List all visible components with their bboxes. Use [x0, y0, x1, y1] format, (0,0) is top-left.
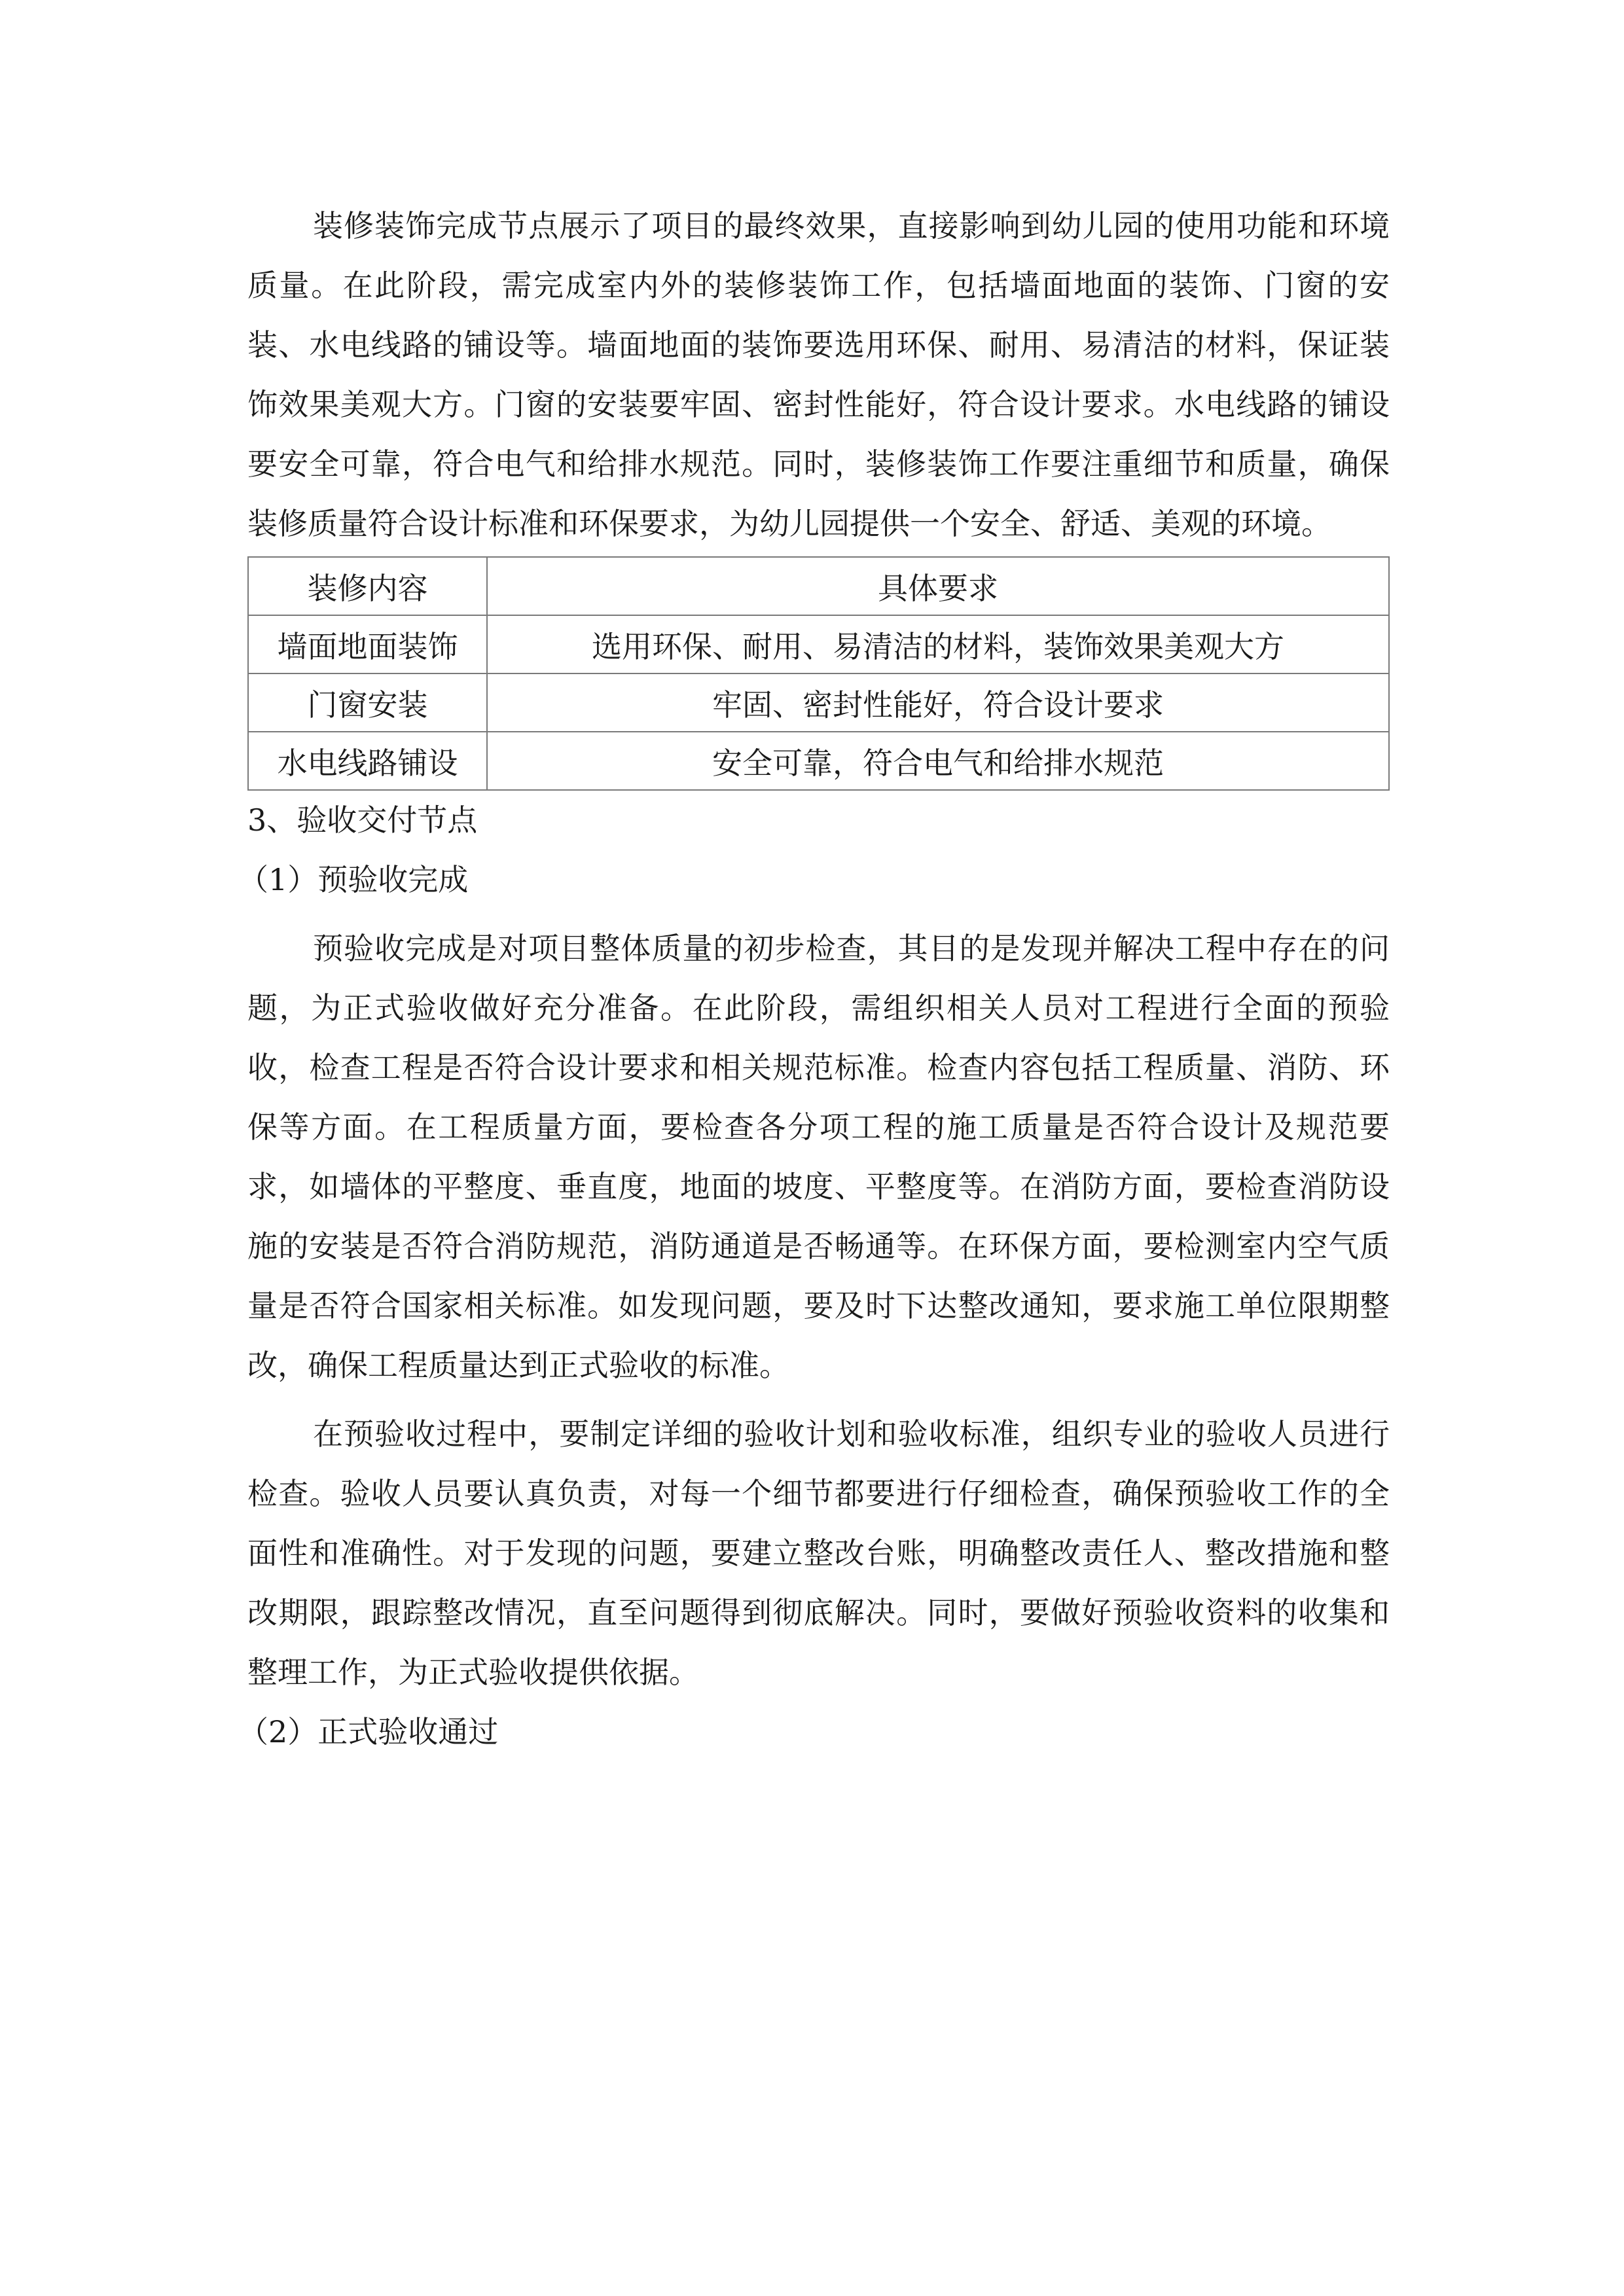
table-row [248, 673, 1389, 732]
table-cell: 水电线路铺设 [248, 732, 487, 790]
table-header-row [248, 557, 1389, 615]
document-page [238, 196, 1390, 1762]
intro-paragraph: 装修装饰完成节点展示了项目的最终效果，直接影响到幼儿园的使用功能和环境质量。在此阶段，需完成室内外的装修装饰工作，包括墙面地面的装饰、门窗的安装、水电线路的铺设等。墙面地面的装饰要选用环保、耐用、易清洁的材料，保证装饰效果美观大方。门窗的安装要牢固、密封性能好，符合设计要求。水电线路的铺设要安全可靠，符合电气和给排水规范。同时，装修装饰工作要注重细节和质量，确保装修质量符合设计标准和环保要求，为幼儿园提供一个安全、舒适、美观的环境。 [247, 208, 1390, 541]
table-row [248, 615, 1389, 673]
table-row [248, 732, 1389, 790]
table-header-cell: 具体要求 [487, 557, 1389, 615]
subsection-heading: （2）正式验收通过 [238, 1714, 499, 1749]
subsection-heading: （1）预验收完成 [238, 862, 469, 897]
table-cell: 牢固、密封性能好，符合设计要求 [487, 673, 1389, 732]
section-heading: 3、验收交付节点 [247, 802, 478, 838]
body-paragraph: 在预验收过程中，要制定详细的验收计划和验收标准，组织专业的验收人员进行检查。验收人员要认真负责，对每一个细节都要进行仔细检查，确保预验收工作的全面性和准确性。对于发现的问题，要建立整改台账，明确整改责任人、整改措施和整改期限，跟踪整改情况，直至问题得到彻底解决。同时，要做好预验收资料的收集和整理工作，为正式验收提供依据。 [247, 1416, 1390, 1690]
body-paragraph: 预验收完成是对项目整体质量的初步检查，其目的是发现并解决工程中存在的问题，为正式验收做好充分准备。在此阶段，需组织相关人员对工程进行全面的预验收，检查工程是否符合设计要求和相关规范标准。检查内容包括工程质量、消防、环保等方面。在工程质量方面，要检查各分项工程的施工质量是否符合设计及规范要求，如墙体的平整度、垂直度，地面的坡度、平整度等。在消防方面，要检查消防设施的安装是否符合消防规范，消防通道是否畅通等。在环保方面，要检测室内空气质量是否符合国家相关标准。如发现问题，要及时下达整改通知，要求施工单位限期整改，确保工程质量达到正式验收的标准。 [247, 931, 1390, 1383]
table-header-cell: 装修内容 [248, 557, 487, 615]
table-cell: 安全可靠，符合电气和给排水规范 [487, 732, 1389, 790]
table-cell: 选用环保、耐用、易清洁的材料，装饰效果美观大方 [487, 615, 1389, 673]
decoration-requirements-table [247, 556, 1390, 791]
table-cell: 门窗安装 [248, 673, 487, 732]
table-cell: 墙面地面装饰 [248, 615, 487, 673]
